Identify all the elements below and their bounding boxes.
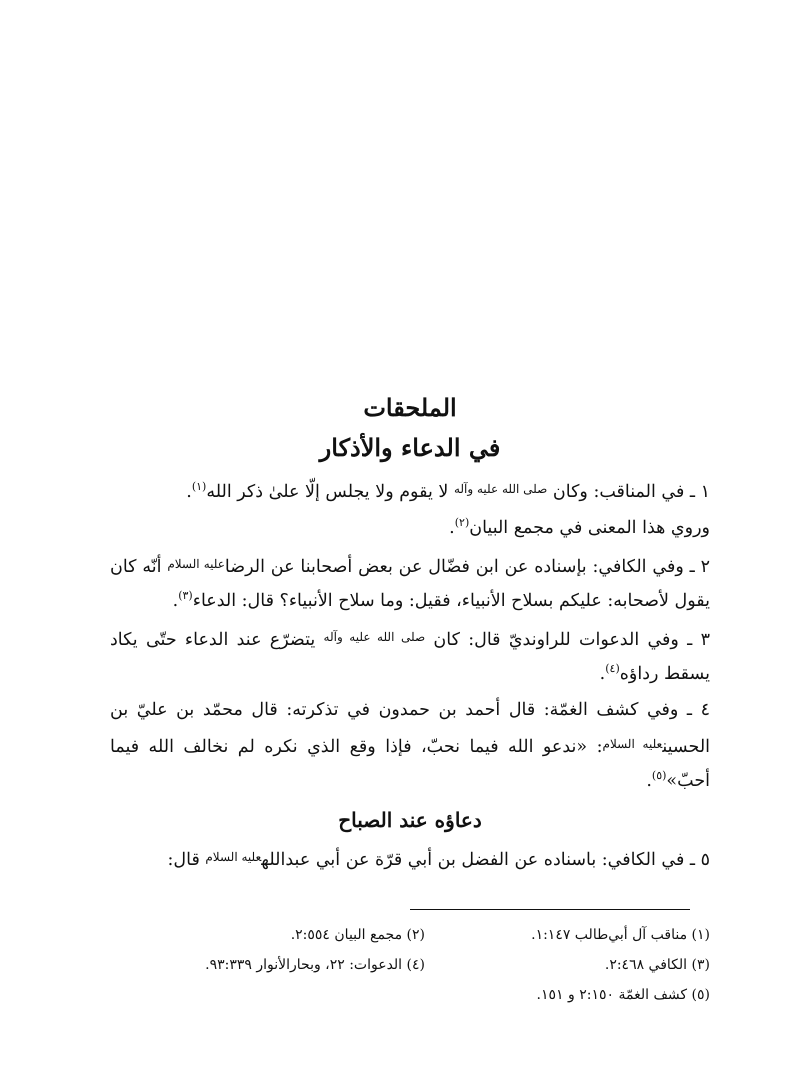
footnote-3: (٣) الكافي ٢:٤٦٨. — [604, 957, 710, 973]
paragraph-1: ١ ـ في المناقب: وكان $^{صلى الله عليه وآله}$ لا يقوم ولا يجلس إلّا علىٰ ذكر الله$^{(١)}$. — [186, 480, 710, 502]
footnote-ref-5: (٥) — [651, 769, 667, 783]
footnote-ref-3: (٣) — [178, 589, 193, 603]
footnote-row — [140, 980, 710, 1010]
footnote-ref-1: (١) — [191, 480, 207, 494]
footnote-4: (٤) الدعوات: ٢٢، وبحارالأنوار ٩٣:٣٣٩. — [205, 957, 425, 973]
honorific-prophet: صلى الله عليه وآله — [323, 630, 426, 644]
footnote-row — [140, 950, 710, 980]
honorific-imam: عليه السلام — [167, 557, 225, 571]
footnotes — [140, 920, 710, 1010]
honorific-imam: عليه السلام — [205, 850, 262, 864]
footnote-2: (٢) مجمع البيان ٢:٥٥٤. — [290, 927, 425, 943]
footnote-5: (٥) كشف الغمّة ٢:١٥٠ و ١٥١. — [536, 987, 710, 1003]
appendix-title: الملحقات — [363, 393, 457, 422]
footnote-row — [140, 920, 710, 950]
paragraph-5: ٥ ـ في الكافي: باسناده عن الفضل بن أبي قرّة عن أبي عبدالله$^{عليه السلام}$ قال: — [167, 850, 710, 870]
chapter-title: في الدعاء والأذكار — [319, 433, 501, 462]
footnote-ref-4: (٤) — [605, 662, 620, 676]
paragraph-3: ٣ ـ وفي الدعوات للراونديّ قال: كان $^{صلى الله عليه وآله}$ يتضرّع عند الدعاء حتّى يكاد يسقط رداؤه$^{(٤)}$. — [110, 630, 710, 684]
main-text — [110, 388, 710, 877]
paragraph-2: ٢ ـ وفي الكافي: بإسناده عن ابن فضّال عن بعض أصحابنا عن الرضا$^{عليه السلام}$ أنّه كان يقول لأصحابه: عليكم بسلاح الأنبياء، فقيل: وما سلاح الأنبياء؟ قال: الدعاء$^{(٣)}$. — [110, 557, 710, 611]
honorific-imam: عليه السلام — [602, 737, 663, 751]
honorific-prophet: صلى الله عليه وآله — [453, 482, 548, 496]
paragraph-4: ٤ ـ وفي كشف الغمّة: قال أحمد بن حمدون في تذكرته: قال محمّد بن عليّ بن الحسين$^{عليه السلام}$: «ندعو الله فيما نحبّ، فإذا وقع الذي نكره لم نخالف الله فيما أحبّ»$^{(٥)}$. — [110, 700, 711, 791]
paragraph-1-continued: وروي هذا المعنى في مجمع البيان$^{(٢)}$. — [449, 516, 710, 538]
footnote-divider — [410, 909, 690, 910]
footnote-ref-2: (٢) — [454, 516, 470, 530]
section-title: دعاؤه عند الصباح — [338, 808, 482, 832]
footnote-1: (١) مناقب آل أبي‌طالب ١:١٤٧. — [531, 927, 710, 943]
